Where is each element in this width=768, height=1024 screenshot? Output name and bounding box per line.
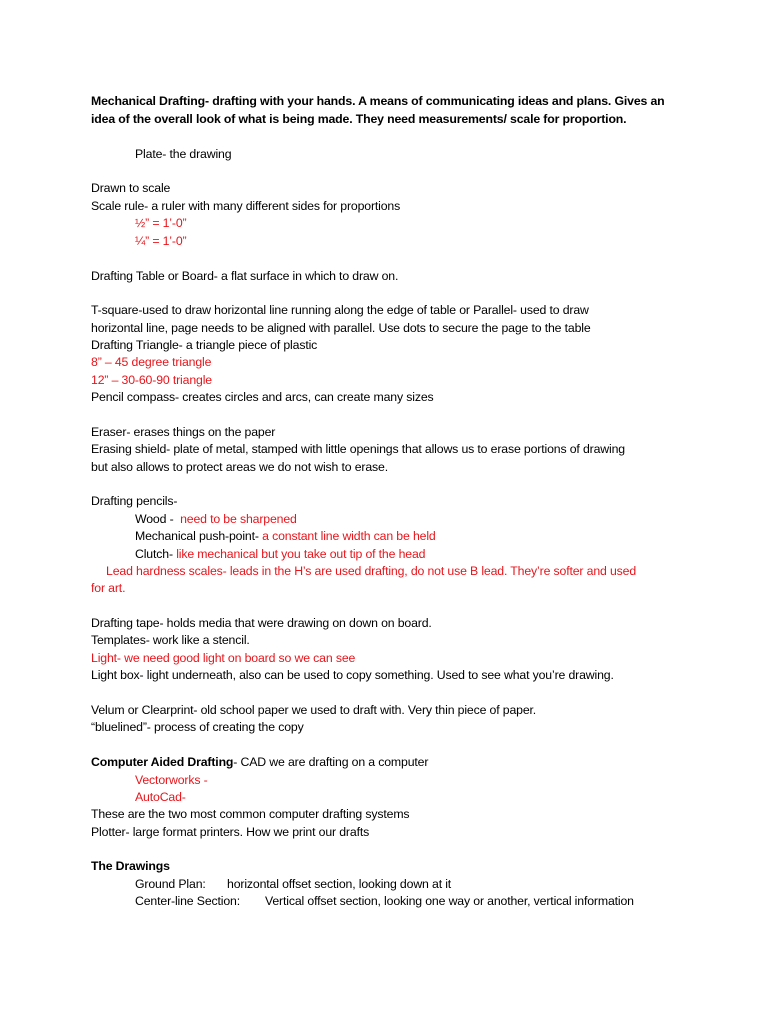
pencil-clutch-note: like mechanical but you take out tip of the head: [176, 547, 426, 561]
cad-title: Computer Aided Drafting: [91, 755, 234, 769]
triangle-30-60-90: 12” – 30-60-90 triangle: [91, 373, 212, 387]
pencil-clutch-label: Clutch-: [135, 547, 173, 561]
pencil-mechanical-label: Mechanical push-point-: [135, 529, 259, 543]
drafting-table-definition: Drafting Table or Board- a flat surface in which to draw on.: [91, 269, 399, 283]
pencil-mechanical-note: a constant line width can be held: [262, 529, 436, 543]
velum-definition: Velum or Clearprint- old school paper we used to draft with. Very thin piece of paper.: [91, 703, 537, 717]
drafting-tape-definition: Drafting tape- holds media that were drawing on down on board.: [91, 616, 432, 630]
ground-plan-desc: horizontal offset section, looking down at it: [227, 877, 452, 891]
cad-common-systems: These are the two most common computer drafting systems: [91, 807, 410, 821]
erasing-shield-line-2: but also allows to protect areas we do not wish to erase.: [91, 460, 388, 474]
drafting-triangle-definition: Drafting Triangle- a triangle piece of plastic: [91, 338, 318, 352]
bluelined-definition: “bluelined”- process of creating the copy: [91, 720, 304, 734]
pencil-wood-label: Wood -: [135, 512, 174, 526]
mechanical-drafting-line-2: idea of the overall look of what is being made. They need measurements/ scale for proportion.: [91, 112, 627, 126]
center-line-desc: Vertical offset section, looking one way or another, vertical information: [265, 894, 634, 908]
cad-vectorworks: Vectorworks -: [135, 773, 208, 787]
ground-plan-label: Ground Plan:: [135, 877, 206, 891]
triangle-45-degree: 8” – 45 degree triangle: [91, 355, 212, 369]
light-box-definition: Light box- light underneath, also can be used to copy something. Used to see what you’re drawing.: [91, 668, 614, 682]
templates-definition: Templates- work like a stencil.: [91, 633, 250, 647]
pencil-clutch: [135, 546, 425, 562]
pencil-wood-note: need to be sharpened: [180, 512, 297, 526]
erasing-shield-line-1: Erasing shield- plate of metal, stamped with little openings that allows us to erase portions of drawing: [91, 442, 625, 456]
lead-hardness-line-1: Lead hardness scales- leads in the H’s are used drafting, do not use B lead. They’re softer and used: [106, 564, 637, 578]
drafting-pencils-title: Drafting pencils-: [91, 494, 178, 508]
cad-rest: - CAD we are drafting on a computer: [233, 755, 429, 769]
drawn-to-scale: Drawn to scale: [91, 181, 171, 195]
cad-autocad: AutoCad-: [135, 790, 186, 804]
drawings-title: The Drawings: [91, 859, 170, 873]
ground-plan: [135, 876, 451, 892]
pencil-compass-definition: Pencil compass- creates circles and arcs, can create many sizes: [91, 390, 434, 404]
plotter-definition: Plotter- large format printers. How we print our drafts: [91, 825, 370, 839]
eraser-definition: Eraser- erases things on the paper: [91, 425, 276, 439]
cad-definition: [91, 754, 428, 770]
scale-rule-definition: Scale rule- a ruler with many different sides for proportions: [91, 199, 401, 213]
pencil-wood: [135, 511, 297, 527]
scale-quarter-inch: ¼” = 1’-0”: [135, 234, 187, 248]
t-square-line-1: T-square-used to draw horizontal line running along the edge of table or Parallel- used to draw: [91, 303, 589, 317]
pencil-mechanical: [135, 528, 436, 544]
plate-definition: Plate- the drawing: [135, 147, 232, 161]
mechanical-drafting-line-1: Mechanical Drafting- drafting with your hands. A means of communicating ideas and plans. Gives an: [91, 94, 665, 108]
lead-hardness-line-2: for art.: [91, 581, 126, 595]
scale-half-inch: ½” = 1’-0”: [135, 216, 187, 230]
center-line-section: [135, 893, 634, 909]
t-square-line-2: horizontal line, page needs to be aligned with parallel. Use dots to secure the page to the table: [91, 321, 591, 335]
center-line-label: Center-line Section:: [135, 894, 240, 908]
light-definition: Light- we need good light on board so we can see: [91, 651, 356, 665]
